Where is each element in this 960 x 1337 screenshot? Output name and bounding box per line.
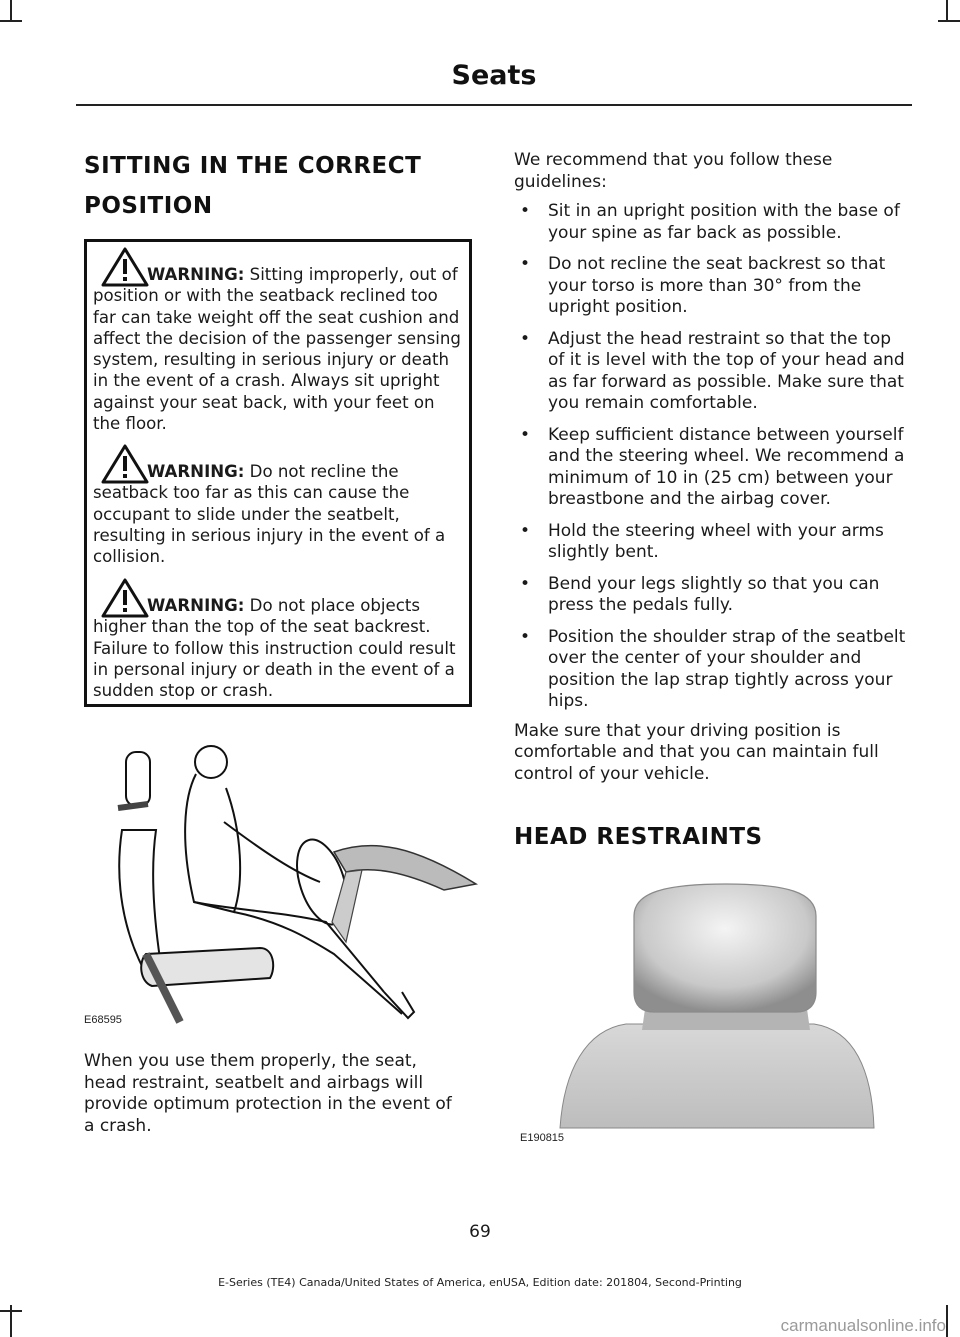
driver-position-figure xyxy=(84,742,478,1032)
figure-code: E68595 xyxy=(84,1014,122,1026)
page-number: 69 xyxy=(469,1222,491,1242)
guidelines-list xyxy=(514,201,908,713)
warning-triangle-icon xyxy=(101,577,149,619)
list-item: • Do not recline the seat backrest so that your torso is more than 30° from the upright position. xyxy=(520,254,886,317)
list-item: • Sit in an upright position with the base of your spine as far back as possible. xyxy=(520,201,900,243)
head-restraint-illustration xyxy=(516,880,910,1140)
list-item: • Keep sufficient distance between yourself and the steering wheel. We recommend a minimum of 10 in (25 cm) between your breastbone and the airbag cover. xyxy=(520,424,905,509)
left-column xyxy=(84,150,474,222)
crop-mark xyxy=(938,20,960,22)
warning-2 xyxy=(93,461,465,567)
crop-mark xyxy=(946,1305,948,1337)
crop-mark xyxy=(10,0,12,22)
section-title-head-restraints: HEAD RESTRAINTS xyxy=(514,824,763,850)
warning-text: Sitting improperly, out of position or with the seatback reclined too far can take weight off the seat cushion and affect the decision of the passenger sensing system, resulting in serious injury or death in the event of a crash. Always sit upright against your seat back, with your feet on the floor. xyxy=(93,265,461,434)
crop-mark xyxy=(946,0,948,22)
list-item: • Position the shoulder strap of the seatbelt over the center of your shoulder and position the lap strap tightly across your hips. xyxy=(520,626,906,711)
watermark: carmanualsonline.info xyxy=(780,1316,946,1335)
right-column xyxy=(514,150,908,853)
crop-mark xyxy=(0,1310,22,1312)
warning-1 xyxy=(93,264,465,434)
page-header-title: Seats xyxy=(451,60,537,91)
guidelines-intro: We recommend that you follow these guidelines: xyxy=(514,150,833,192)
list-item: • Hold the steering wheel with your arms slightly bent. xyxy=(520,520,884,562)
closing-paragraph: Make sure that your driving position is comfortable and that you can maintain full control of your vehicle. xyxy=(514,720,879,784)
list-item: • Adjust the head restraint so that the top of it is level with the top of your head and as far forward as possible. Make sure that you remain comfortable. xyxy=(520,328,905,413)
warning-text: Do not recline the seatback too far as this can cause the occupant to slide under the seatbelt, resulting in serious injury in the event of a collision. xyxy=(93,462,446,567)
seated-driver-illustration xyxy=(84,742,478,1032)
section-title-line1: SITTING IN THE CORRECT xyxy=(84,153,422,179)
section-title-sitting xyxy=(84,150,474,222)
section-title-line2: POSITION xyxy=(84,193,213,219)
edition-line: E-Series (TE4) Canada/United States of America, enUSA, Edition date: 201804, Second-Printing xyxy=(218,1276,742,1289)
head-restraint-figure xyxy=(516,880,910,1150)
crop-mark xyxy=(0,20,22,22)
header-rule xyxy=(76,104,912,106)
warning-label: WARNING: xyxy=(147,265,245,284)
warning-3 xyxy=(93,595,465,701)
list-item: • Bend your legs slightly so that you can press the pedals fully. xyxy=(520,573,880,615)
after-figure-paragraph: When you use them properly, the seat, head restraint, seatbelt and airbags will provide optimum protection in the event of a crash. xyxy=(84,1051,452,1136)
figure-code: E190815 xyxy=(520,1132,565,1144)
warning-box xyxy=(84,239,472,707)
warning-triangle-icon xyxy=(101,246,149,288)
warning-text: Do not place objects higher than the top of the seat backrest. Failure to follow this instruction could result in personal injury or death in the event of a sudden stop or crash. xyxy=(93,596,456,701)
warning-label: WARNING: xyxy=(147,596,245,615)
warning-label: WARNING: xyxy=(147,462,245,481)
warning-triangle-icon xyxy=(101,443,149,485)
